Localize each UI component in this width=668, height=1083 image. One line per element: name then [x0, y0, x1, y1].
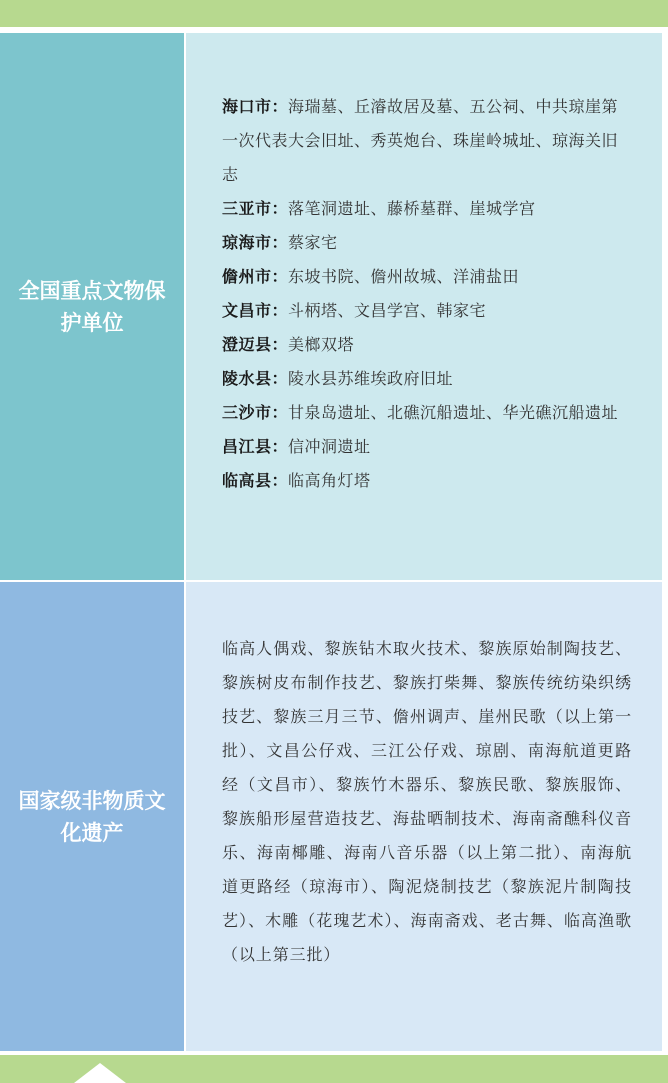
list-item [222, 430, 632, 464]
list-item [222, 362, 632, 396]
list-item [222, 192, 632, 226]
city-name: 儋州市： [222, 267, 289, 286]
site-names: 蔡家宅 [288, 233, 338, 252]
city-name: 澄迈县： [222, 335, 289, 354]
heritage-table [0, 33, 662, 1051]
city-name: 陵水县： [222, 369, 289, 388]
heritage-paragraph: 临高人偶戏、黎族钻木取火技术、黎族原始制陶技艺、黎族树皮布制作技艺、黎族打柴舞、黎族传统纺染织绣技艺、黎族三月三节、儋州调声、崖州民歌（以上第一批）、文昌公仔戏、三江公仔戏、琼剧、南海航道更路经（文昌市）、黎族竹木器乐、黎族民歌、黎族服饰、黎族船形屋营造技艺、海盐晒制技术、海南斋醮科仪音乐、海南椰雕、海南八音乐器（以上第二批）、南海航道更路经（琼海市）、陶泥烧制技艺（黎族泥片制陶技艺）、木雕（花瑰艺术）、海南斋戏、老古舞、临高渔歌（以上第三批） [222, 639, 632, 964]
table-row-national-key-sites [0, 33, 662, 580]
city-name: 临高县： [222, 471, 289, 490]
list-item [222, 260, 632, 294]
top-decorative-bar [0, 0, 668, 27]
city-name: 三沙市： [222, 403, 289, 422]
site-names: 信冲洞遗址 [288, 437, 371, 456]
site-names: 落笔洞遗址、藤桥墓群、崖城学宫 [288, 199, 536, 218]
row-label: 国家级非物质文化遗产 [18, 787, 166, 845]
row-label: 全国重点文物保护单位 [18, 277, 166, 335]
city-name: 文昌市： [222, 301, 289, 320]
city-name: 琼海市： [222, 233, 289, 252]
city-name: 海口市： [222, 97, 289, 116]
sites-list [186, 33, 662, 580]
site-names: 斗柄塔、文昌学宫、韩家宅 [288, 301, 487, 320]
bottom-notch-decoration [74, 1063, 126, 1083]
site-names: 临高角灯塔 [288, 471, 371, 490]
city-name: 昌江县： [222, 437, 289, 456]
site-names: 甘泉岛遗址、北礁沉船遗址、华光礁沉船遗址 [288, 403, 619, 422]
table-row-intangible-heritage [0, 582, 662, 1051]
site-names: 东坡书院、儋州故城、洋浦盐田 [288, 267, 520, 286]
list-item [222, 90, 632, 192]
site-names: 海瑞墓、丘濬故居及墓、五公祠、中共琼崖第一次代表大会旧址、秀英炮台、珠崖岭城址、琼海关旧志 [222, 97, 619, 184]
row-label-cell [0, 582, 184, 1051]
city-name: 三亚市： [222, 199, 289, 218]
list-item [222, 464, 632, 498]
site-names: 陵水县苏维埃政府旧址 [288, 369, 454, 388]
site-names: 美榔双塔 [288, 335, 355, 354]
list-item [222, 396, 632, 430]
row-label-cell [0, 33, 184, 580]
list-item [222, 328, 632, 362]
heritage-text-cell [186, 582, 662, 1051]
list-item [222, 226, 632, 260]
list-item [222, 294, 632, 328]
